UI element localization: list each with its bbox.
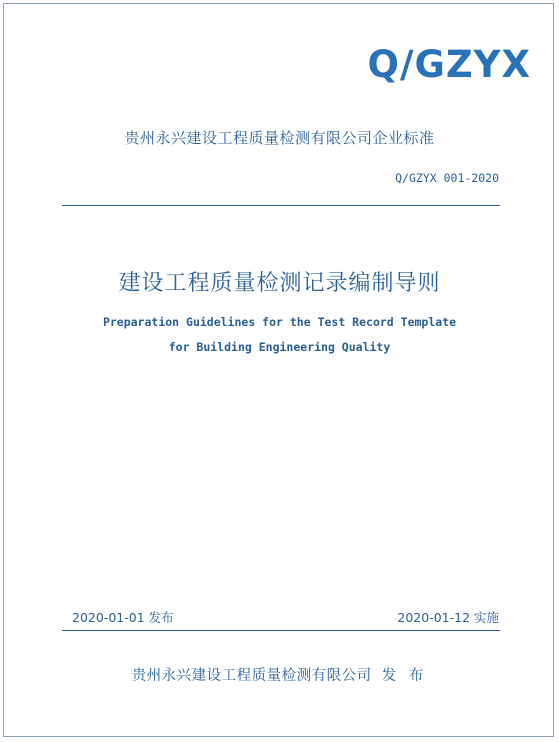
- document-title-en-line2: for Building Engineering Quality: [168, 340, 391, 354]
- company-standard-type: 贵州永兴建设工程质量检测有限公司企业标准: [124, 129, 435, 147]
- issue-date: 2020-01-01 发布: [72, 610, 174, 625]
- standard-number: Q/GZYX 001-2020: [395, 171, 499, 185]
- page-frame: [3, 3, 554, 737]
- publish-word: 发 布: [381, 668, 428, 684]
- document-title-cn: 建设工程质量检测记录编制导则: [118, 271, 441, 296]
- footer-divider: [62, 630, 500, 631]
- publisher-name: 贵州永兴建设工程质量检测有限公司: [131, 668, 372, 684]
- implement-date: 2020-01-12 实施: [397, 610, 499, 625]
- header-divider: [62, 205, 500, 206]
- document-title-en-line1: Preparation Guidelines for the Test Record Template: [102, 315, 457, 329]
- standard-logo: Q/GZYX: [367, 43, 531, 86]
- publisher: [0, 664, 559, 685]
